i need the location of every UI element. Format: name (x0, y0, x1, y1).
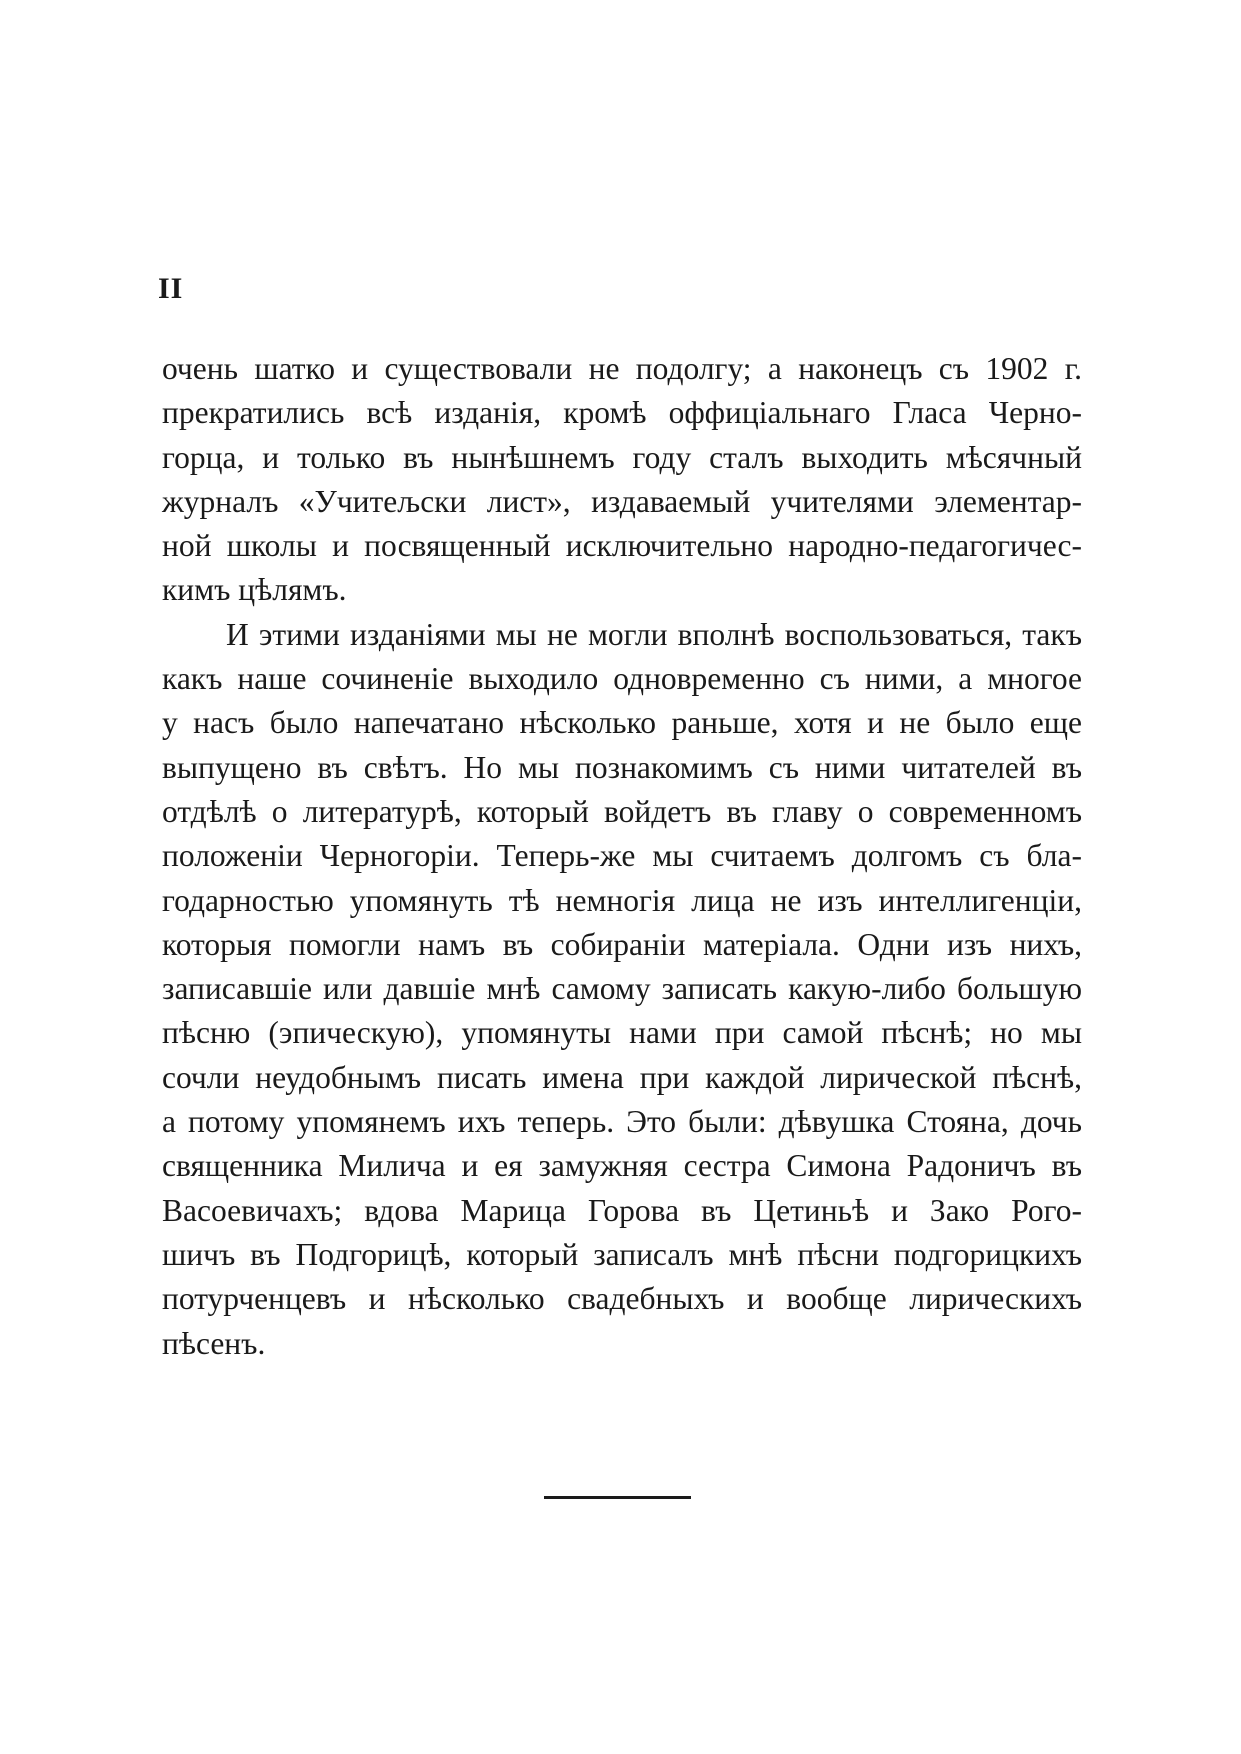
text-line: Васоевичахъ; вдова Марица Горова въ Цетиньѣ и Зако Рого- (162, 1192, 1082, 1228)
body-text (162, 347, 1082, 1366)
text-line: журналъ «Учитељски лист», издаваемый учителями элементар- (162, 483, 1082, 519)
text-line: которыя помогли намъ въ собираніи матеріала. Одни изъ нихъ, (162, 926, 1082, 962)
paragraph-1 (162, 347, 1082, 613)
text-line: прекратились всѣ изданія, кромѣ оффиціальнаго Гласа Черно- (162, 395, 1082, 431)
paragraph-2 (162, 613, 1082, 1366)
page-number: II (158, 272, 184, 305)
text-line: очень шатко и существовали не подолгу; а наконецъ съ 1902 г. (162, 351, 1082, 386)
text-line: священника Милича и ея замужняя сестра Симона Радоничъ въ (162, 1148, 1082, 1184)
text-line: сочли неудобнымъ писать имена при каждой лирической пѣснѣ, (162, 1059, 1082, 1095)
text-line: отдѣлѣ о литературѣ, который войдетъ въ главу о современномъ (162, 793, 1082, 829)
text-line: кимъ цѣлямъ. (162, 572, 347, 608)
text-line: положеніи Черногоріи. Теперь-же мы считаемъ долгомъ съ бла- (162, 838, 1082, 874)
section-divider (544, 1496, 691, 1499)
text-line: у насъ было напечатано нѣсколько раньше, хотя и не было еще (162, 705, 1082, 741)
text-line: ной школы и посвященный исключительно народно-педагогичес- (162, 528, 1082, 564)
text-line: И этими изданіями мы не могли вполнѣ воспользоваться, такъ (226, 616, 1082, 652)
text-line: горца, и только въ нынѣшнемъ году сталъ выходить мѣсячный (162, 439, 1082, 475)
text-line: пѣсню (эпическую), упомянуты нами при самой пѣснѣ; но мы (162, 1015, 1082, 1051)
text-line: какъ наше сочиненіе выходило одновременно съ ними, а многое (162, 661, 1082, 697)
text-line: пѣсенъ. (162, 1325, 266, 1361)
text-line: годарностью упомянуть тѣ немногія лица не изъ интеллигенціи, (162, 882, 1082, 918)
text-line: а потому упомянемъ ихъ теперь. Это были: дѣвушка Стояна, дочь (162, 1104, 1082, 1140)
text-line: шичъ въ Подгорицѣ, который записалъ мнѣ пѣсни подгорицкихъ (162, 1236, 1082, 1272)
text-line: потурченцевъ и нѣсколько свадебныхъ и вообще лирическихъ (162, 1281, 1082, 1317)
text-line: записавшіе или давшіе мнѣ самому записать какую-либо большую (162, 971, 1082, 1007)
text-line: выпущено въ свѣтъ. Но мы познакомимъ съ ними читателей въ (162, 749, 1082, 785)
